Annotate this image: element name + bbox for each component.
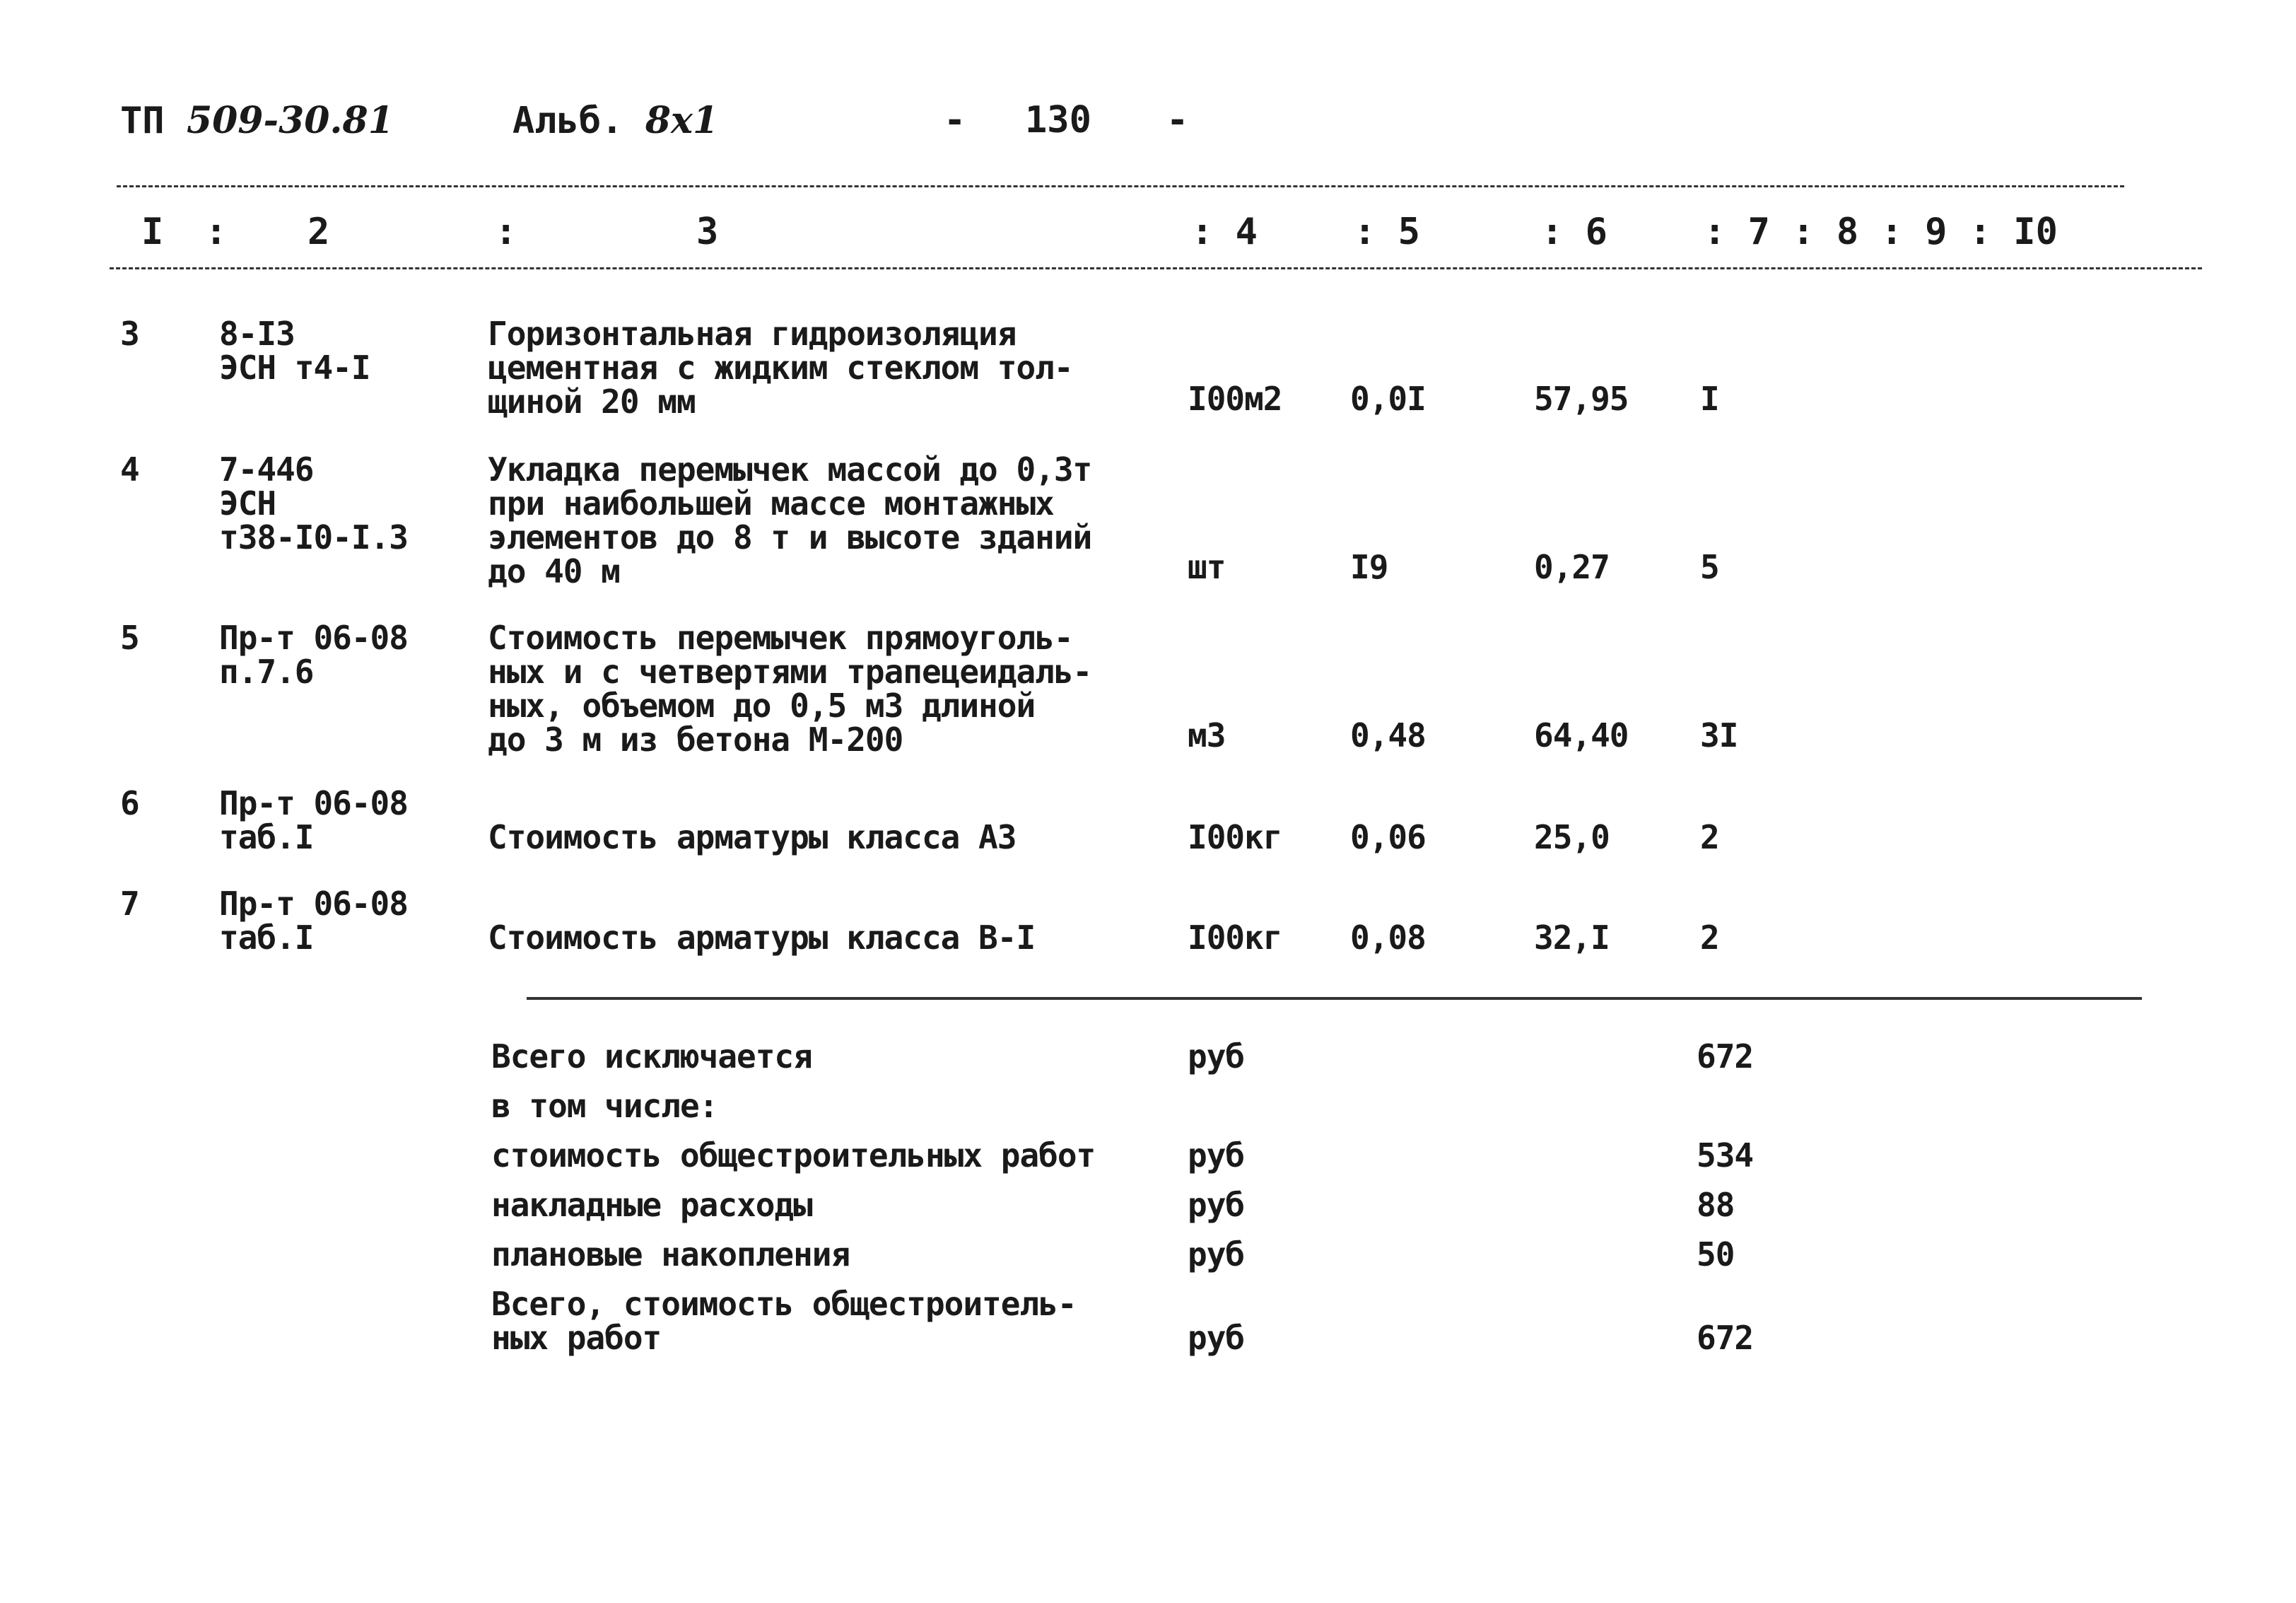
- summary-label: Всего, стоимость общестроитель- ных работ: [491, 1285, 1077, 1357]
- col-sep-1: :: [205, 211, 228, 253]
- totals-rule: [527, 997, 2142, 1000]
- row-qty: 0,08: [1350, 919, 1426, 957]
- album-prefix: Альб.: [512, 100, 623, 142]
- row-code: Пр-т 06-08 таб.I: [219, 885, 408, 957]
- col-3: 3: [696, 211, 719, 253]
- col-6: : 6: [1541, 211, 1607, 253]
- row-price: 64,40: [1534, 716, 1629, 754]
- page-number: 130: [1025, 99, 1091, 141]
- summary-unit: руб: [1188, 1037, 1245, 1076]
- row-code: Пр-т 06-08 таб.I: [219, 784, 408, 856]
- row-desc: Укладка перемычек массой до 0,3т при наибольшей массе монтажных элементов до 8 т и высоте зданий до 40 м: [488, 450, 1092, 590]
- col-5: : 5: [1354, 211, 1420, 253]
- summary-value: 50: [1697, 1235, 1735, 1273]
- row-unit: шт: [1188, 548, 1226, 586]
- row-desc: Стоимость перемычек прямоуголь- ных и с четвертями трапецеидаль- ных, объемом до 0,5 м3 длиной до 3 м из бетона М-200: [488, 619, 1092, 759]
- row-unit: м3: [1188, 716, 1226, 754]
- row-unit: I00кг: [1188, 919, 1282, 957]
- row-total: I: [1700, 380, 1719, 418]
- page-dash-left: -: [944, 99, 966, 141]
- col-7-10: : 7 : 8 : 9 : I0: [1704, 211, 2058, 253]
- row-num: 3: [120, 315, 139, 353]
- header-rule-top: [117, 185, 2124, 187]
- row-code: 8-I3 ЭСН т4-I: [219, 315, 370, 387]
- row-price: 32,I: [1534, 919, 1610, 957]
- summary-value: 88: [1697, 1186, 1735, 1224]
- summary-unit: руб: [1188, 1186, 1245, 1224]
- col-4: : 4: [1191, 211, 1258, 253]
- summary-label: в том числе:: [491, 1087, 718, 1125]
- row-qty: I9: [1350, 548, 1388, 586]
- summary-unit: руб: [1188, 1235, 1245, 1273]
- row-price: 57,95: [1534, 380, 1629, 418]
- row-desc: Горизонтальная гидроизоляция цементная с жидким стеклом тол- щиной 20 мм: [488, 315, 1073, 421]
- row-unit: I00м2: [1188, 380, 1282, 418]
- summary-label: стоимость общестроительных работ: [491, 1136, 1096, 1174]
- row-num: 6: [120, 784, 139, 822]
- row-qty: 0,48: [1350, 716, 1426, 754]
- row-qty: 0,06: [1350, 818, 1426, 856]
- summary-label: плановые накопления: [491, 1235, 850, 1273]
- row-total: 5: [1700, 548, 1719, 586]
- summary-unit: руб: [1188, 1319, 1245, 1357]
- row-price: 0,27: [1534, 548, 1610, 586]
- doc-code-prefix: ТП: [120, 100, 165, 142]
- row-unit: I00кг: [1188, 818, 1282, 856]
- summary-value: 672: [1697, 1319, 1754, 1357]
- header-rule-bottom: [110, 267, 2202, 269]
- row-num: 5: [120, 619, 139, 657]
- summary-label: накладные расходы: [491, 1186, 812, 1224]
- row-total: 2: [1700, 919, 1719, 957]
- doc-code-handwritten: 509-30.81: [186, 99, 394, 142]
- row-code: Пр-т 06-08 п.7.6: [219, 619, 408, 691]
- row-num: 4: [120, 450, 139, 489]
- page-dash-right: -: [1166, 99, 1189, 141]
- album-handwritten: 8x1: [645, 99, 719, 142]
- col-sep-2: :: [495, 211, 517, 253]
- doc-code: [120, 99, 394, 142]
- row-total: 2: [1700, 818, 1719, 856]
- summary-label: Всего исключается: [491, 1037, 812, 1076]
- row-total: 3I: [1700, 716, 1738, 754]
- row-code: 7-446 ЭСН т38-I0-I.3: [219, 450, 408, 556]
- row-price: 25,0: [1534, 818, 1610, 856]
- row-desc: Стоимость арматуры класса А3: [488, 818, 1017, 856]
- col-1: I: [141, 211, 164, 253]
- row-desc: Стоимость арматуры класса В-I: [488, 919, 1036, 957]
- summary-value: 672: [1697, 1037, 1754, 1076]
- summary-unit: руб: [1188, 1136, 1245, 1174]
- row-qty: 0,0I: [1350, 380, 1426, 418]
- row-num: 7: [120, 885, 139, 923]
- col-2: 2: [308, 211, 330, 253]
- album-label: [512, 99, 718, 142]
- summary-value: 534: [1697, 1136, 1754, 1174]
